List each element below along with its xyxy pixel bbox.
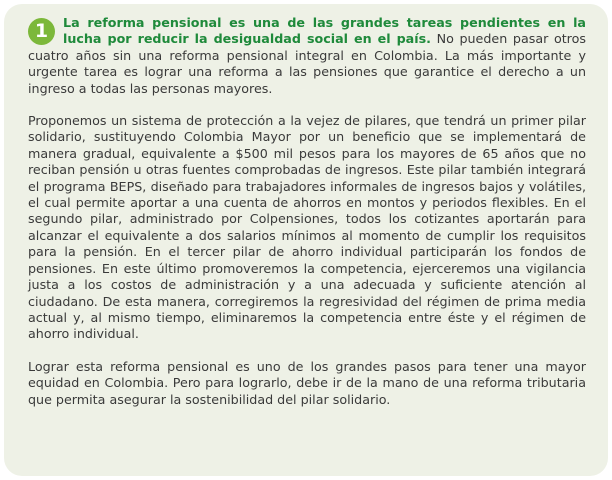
body-paragraph-pillars: Proponemos un sistema de protección a la vejez de pilares, que tendrá un primer pilar solidario, sustituyendo Colombia Mayor por un beneficio que se implementará de manera gradual, equivalente a $500 mil pesos para los mayores de 65 años que no reciban pensión u otras fuentes comprobadas de ingresos. Este pilar también integrará el programa BEPS, diseñado para trabajadores informales de ingresos bajos y volátiles, el cual permite aportar a una cuenta de ahorros en montos y periodos flexibles. En el segundo pilar, administrado por Colpensiones, todos los cotizantes aportarán para alcanzar el equivalente a dos salarios mínimos al momento de cumplir los requisitos para la pensión. En el tercer pilar de ahorro individual participarán los fondos de pensiones. En este último promoveremos la competencia, ejerceremos una vigilancia justa a los costos de administración y a una adecuada y suficiente atención al ciudadano. De esta manera, corregiremos la regresividad del régimen de prima media actual y, al mismo tiempo, eliminaremos la competencia entre éste y el régimen de ahorro individual. xyxy=(28,113,586,342)
intro-text: No pueden pasar otros cuatro años sin una reforma pensional integral en Colombia. La más importante y urgente tarea es lograr una reforma a las pensiones que garantice el derecho a un ingreso a todas las personas mayores. xyxy=(28,31,586,96)
number-one-icon: 1 xyxy=(28,18,55,45)
headline: La reforma pensional es una de las grandes tareas pendientes en la lucha por reducir la desigualdad social en el país. xyxy=(63,15,586,47)
body-paragraph-conclusion: Lograr esta reforma pensional es uno de los grandes pasos para tener una mayor equidad en Colombia. Pero para lograrlo, debe ir de la mano de una reforma tributaria que permita asegurar la sostenibilidad del pilar solidario. xyxy=(28,358,586,407)
proposal-card xyxy=(4,4,608,476)
intro-paragraph xyxy=(28,15,586,97)
